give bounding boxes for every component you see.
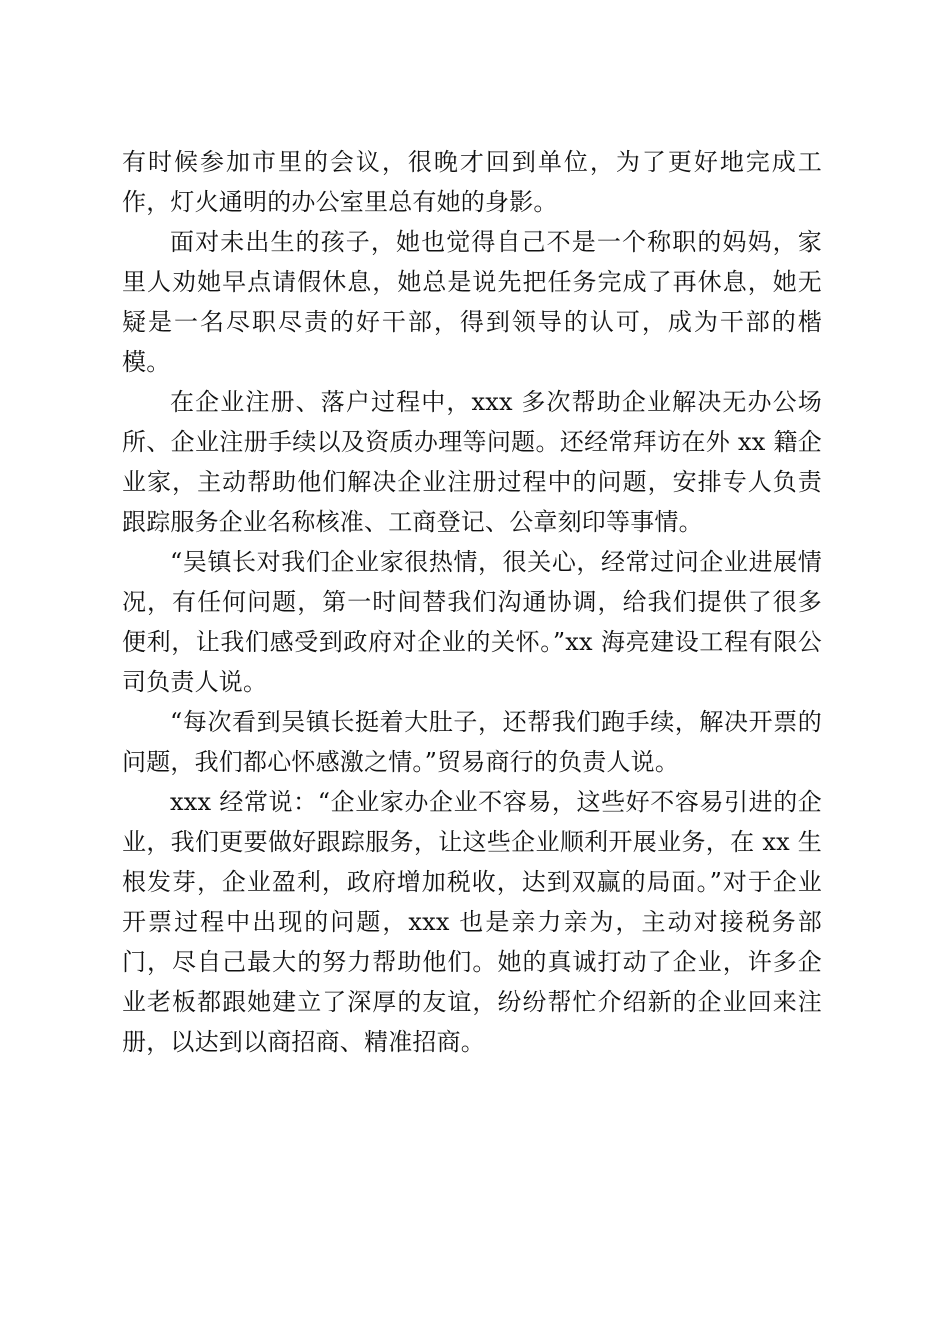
paragraph-2: 面对未出生的孩子，她也觉得自己不是一个称职的妈妈，家里人劝她早点请假休息，她总是说先把任务完成了再休息，她无疑是一名尽职尽责的好干部，得到领导的认可，成为干部的楷模。 [122,228,822,376]
paragraph-5: “每次看到吴镇长挺着大肚子，还帮我们跑手续，解决开票的问题，我们都心怀感激之情。”贸易商行的负责人说。 [122,708,822,776]
paragraph-4: “吴镇长对我们企业家很热情，很关心，经常过问企业进展情况，有任何问题，第一时间替我们沟通协调，给我们提供了很多便利，让我们感受到政府对企业的关怀。”xx 海亮建设工程有限公司负责人说。 [122,548,822,696]
paragraph-6: xxx 经常说：“企业家办企业不容易，这些好不容易引进的企业，我们更要做好跟踪服务，让这些企业顺利开展业务，在 xx 生根发芽，企业盈利，政府增加税收，达到双赢的局面。”对于企业开票过程中出现的问题，xxx 也是亲力亲为，主动对接税务部门，尽自己最大的努力帮助他们。她的真诚打动了企业，许多企业老板都跟她建立了深厚的友谊，纷纷帮忙介绍新的企业回来注册，以达到以商招商、精准招商。 [122,788,822,1056]
paragraph-3: 在企业注册、落户过程中，xxx 多次帮助企业解决无办公场所、企业注册手续以及资质办理等问题。还经常拜访在外 xx 籍企业家，主动帮助他们解决企业注册过程中的问题，安排专人负责跟踪服务企业名称核准、工商登记、公章刻印等事情。 [122,388,822,536]
document-body [122,142,822,1062]
paragraph-1: 有时候参加市里的会议，很晚才回到单位，为了更好地完成工作，灯火通明的办公室里总有她的身影。 [122,148,822,216]
